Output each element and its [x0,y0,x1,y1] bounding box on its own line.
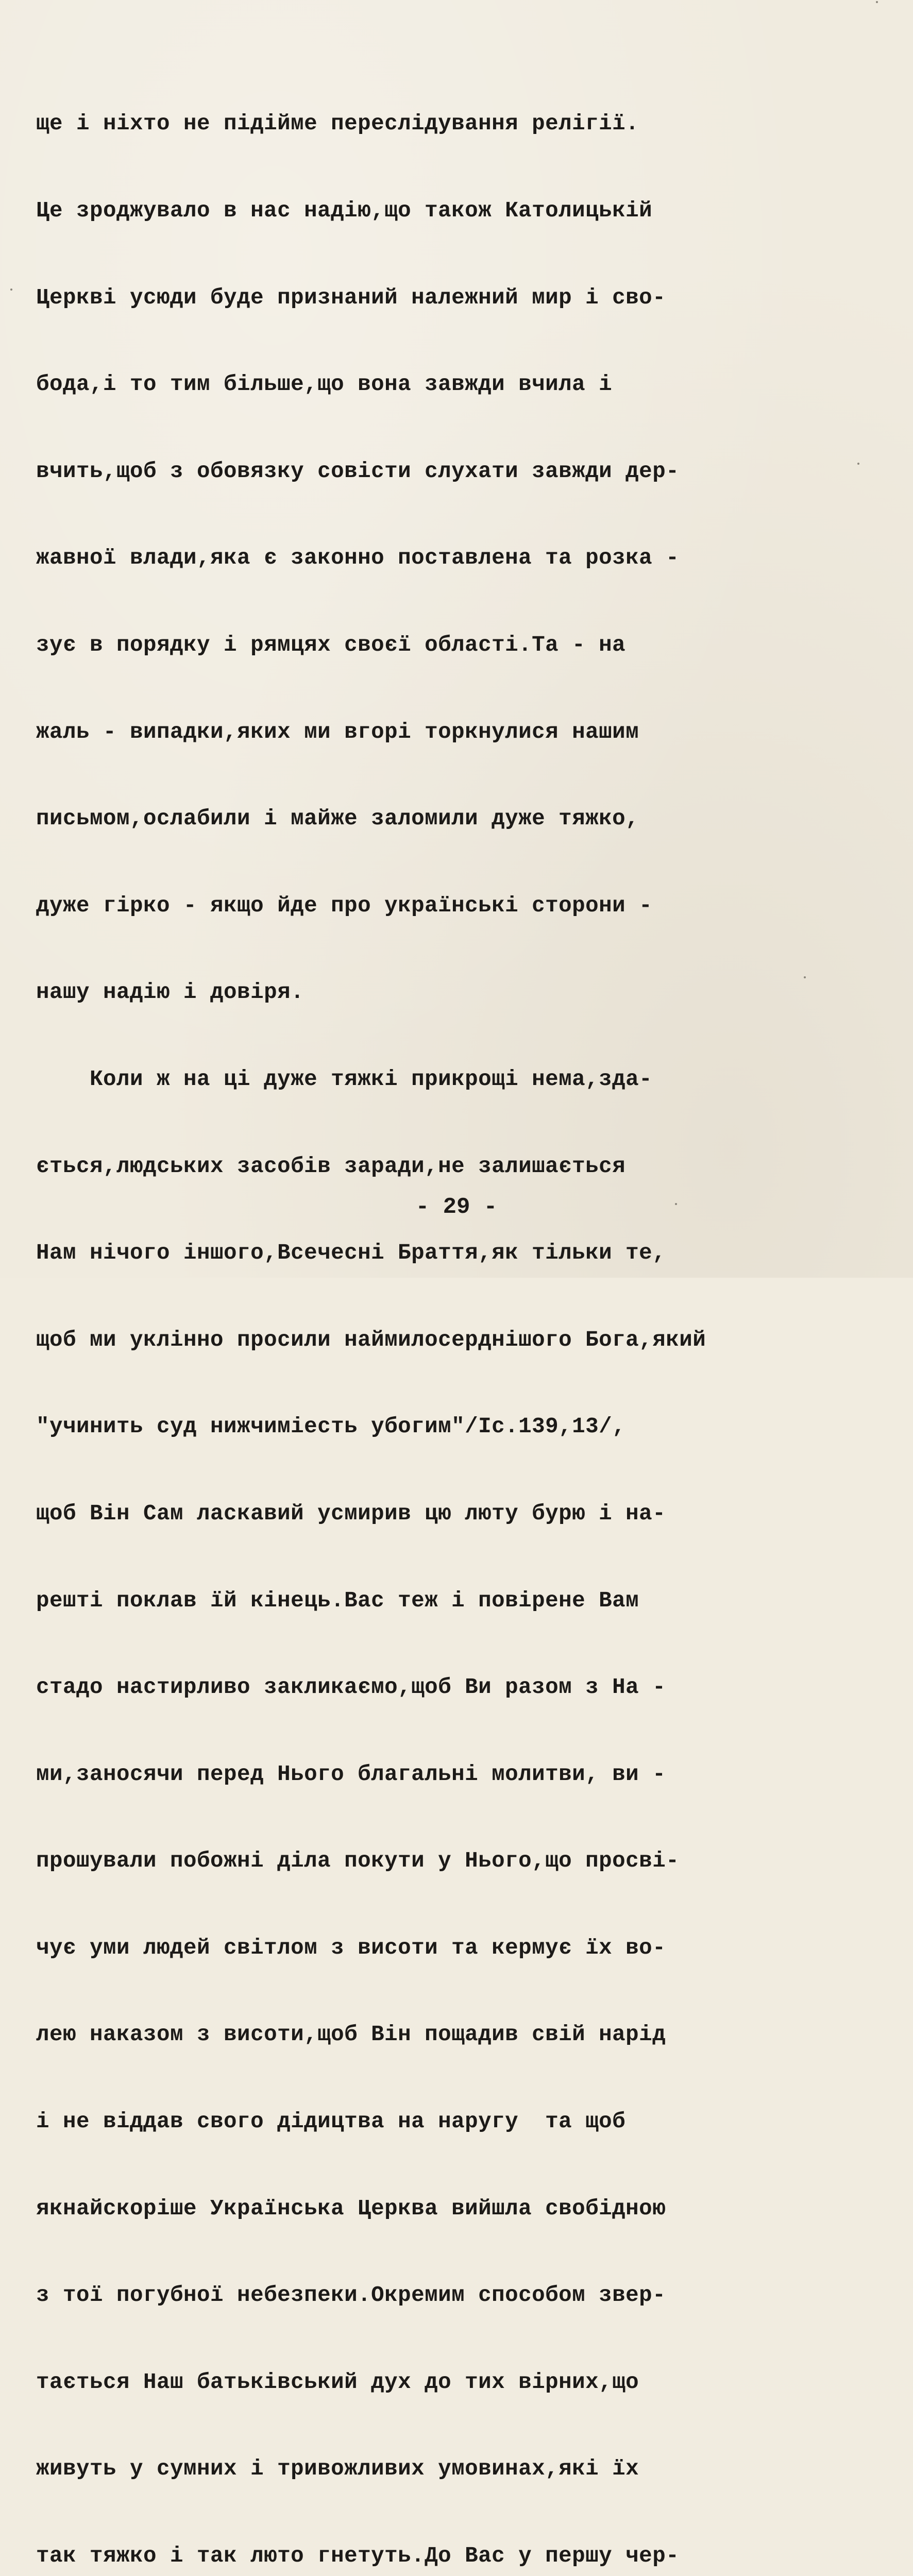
text-line: ми,заносячи перед Нього благальні молитви, ви - [36,1761,666,1787]
text-line: лею наказом з висоти,щоб Він пощадив свій нарід [36,2022,666,2047]
text-line: жавної влади,яка є законно поставлена та розка - [36,546,680,571]
paper-speck [10,289,12,291]
text-line: щоб ми уклінно просили наймилосерднішого Бога,який [36,1327,706,1352]
paper-speck [857,463,859,465]
text-line: зує в порядку і рямцях своєї області.Та - на [36,632,626,657]
text-line: живуть у сумних і тривожливих умовинах,які їх [36,2456,639,2482]
text-line: якнайскоріше Українська Церква вийшла свобідною [36,2196,666,2221]
text-line: Церкві усюди буде признаний належний мир і сво- [36,285,666,310]
text-line: щоб Він Сам ласкавий усмирив цю люту бурю і на- [36,1501,666,1526]
text-line: бода,і то тим більше,що вона завжди вчила і [36,372,613,397]
text-line: Це зроджувало в нас надію,що також Католицькій [36,198,653,223]
paper-speck [804,976,806,978]
body-text [36,52,860,2576]
text-line: жаль - випадки,яких ми вгорі торкнулися нашим [36,719,639,744]
text-line: з тої погубної небезпеки.Окремим способом звер- [36,2283,666,2308]
paper-speck [675,1203,677,1205]
text-line: дуже гірко - якщо йде про українські сторони - [36,893,653,918]
text-line: ється,людських засобів заради,не залишається [36,1154,626,1179]
text-line: решті поклав їй кінець.Вас теж і повірене Вам [36,1588,639,1613]
text-line: Нам нічого іншого,Всечесні Браття,як тільки те, [36,1241,666,1266]
text-line: нашу надію і довіря. [36,980,305,1005]
page-number: - 29 - [415,1194,498,1220]
text-line: чує уми людей світлом з висоти та кермує їх во- [36,1935,666,1960]
text-line: прошували побожні діла покути у Нього,що просві- [36,1849,680,1874]
text-line: стадо настирливо закликаємо,щоб Ви разом з На - [36,1675,666,1700]
text-line: і не віддав свого дідицтва на наругу та щоб [36,2109,626,2134]
text-line: ще і ніхто не підійме переслідування релігії. [36,111,639,137]
text-line: Коли ж на ці дуже тяжкі прикрощі нема,зда- [36,1066,653,1092]
text-line: вчить,щоб з обовязку совісти слухати завжди дер- [36,459,680,484]
text-line: письмом,ослабили і майже заломили дуже тяжко, [36,806,639,832]
paper-speck [876,1,878,3]
text-line: тається Наш батьківський дух до тих вірних,що [36,2369,639,2395]
text-line: "учинить суд нижчиміесть убогим"/Іс.139,13/, [36,1414,626,1439]
text-line: так тяжко і так люто гнетуть.До Вас у першу чер- [36,2544,680,2569]
